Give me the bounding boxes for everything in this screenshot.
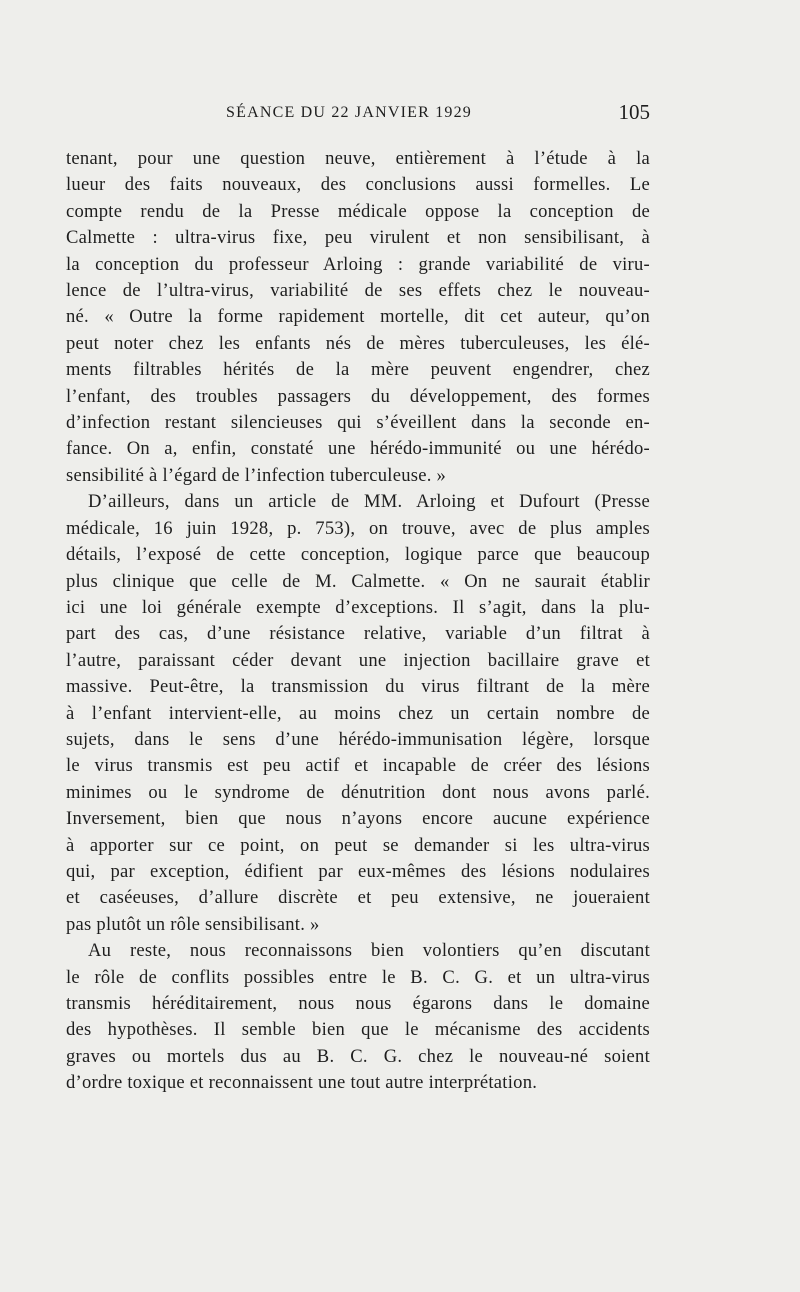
text-line: né. « Outre la forme rapidement mortelle, dit cet auteur, qu’on [66, 306, 650, 328]
text-line: l’enfant, des troubles passagers du développement, des formes [66, 385, 650, 407]
paragraph-1 [66, 146, 650, 489]
running-head: SÉANCE DU 22 JANVIER 1929 [226, 104, 472, 121]
text-line: peut noter chez les enfants nés de mères tuberculeuses, les élé- [66, 332, 650, 354]
text-line: compte rendu de la Presse médicale oppose la conception de [66, 200, 650, 222]
text-line: minimes ou le syndrome de dénutrition dont nous avons parlé. [66, 781, 650, 803]
text-line: Calmette : ultra-virus fixe, peu virulent et non sensibilisant, à [66, 227, 650, 249]
text-line: tenant, pour une question neuve, entièrement à l’étude à la [66, 148, 650, 169]
text-line: d’infection restant silencieuses qui s’éveillent dans la seconde en- [66, 412, 650, 434]
text-line: part des cas, d’une résistance relative, variable d’un filtrat à [66, 623, 650, 645]
text-line: ici une loi générale exempte d’exceptions. Il s’agit, dans la plu- [66, 596, 650, 618]
text-line: le virus transmis est peu actif et incapable de créer des lésions [66, 755, 650, 777]
text-line: plus clinique que celle de M. Calmette. « On ne saurait établir [66, 570, 650, 592]
text-line: à apporter sur ce point, on peut se demander si les ultra-virus [66, 834, 650, 856]
text-line: ments filtrables hérités de la mère peuvent engendrer, chez [66, 359, 650, 381]
text-line: D’ailleurs, dans un article de MM. Arloing et Dufourt (Presse [88, 491, 650, 513]
text-line: la conception du professeur Arloing : grande variabilité de viru- [66, 253, 650, 275]
text-line: et caséeuses, d’allure discrète et peu extensive, ne joueraient [66, 887, 650, 909]
text-line: lence de l’ultra-virus, variabilité de ses effets chez le nouveau- [66, 280, 650, 302]
paragraph-3 [66, 938, 650, 1096]
text-line: des hypothèses. Il semble bien que le mécanisme des accidents [66, 1019, 650, 1041]
paragraph-2 [66, 489, 650, 938]
text-line: graves ou mortels dus au B. C. G. chez le nouveau-né soient [66, 1045, 650, 1067]
text-line: médicale, 16 juin 1928, p. 753), on trouve, avec de plus amples [66, 517, 650, 539]
text-line: Au reste, nous reconnaissons bien volontiers qu’en discutant [88, 940, 650, 962]
text-line: sujets, dans le sens d’une hérédo-immunisation légère, lorsque [66, 728, 650, 750]
text-line: transmis héréditairement, nous nous égarons dans le domaine [66, 993, 650, 1014]
text-line: l’autre, paraissant céder devant une injection bacillaire grave et [66, 649, 650, 671]
text-line: qui, par exception, édifient par eux-mêmes des lésions nodulaires [66, 860, 650, 882]
text-line: fance. On a, enfin, constaté une hérédo-immunité ou une hérédo- [66, 438, 650, 460]
text-line: détails, l’exposé de cette conception, logique parce que beaucoup [66, 544, 650, 566]
text-line: Inversement, bien que nous n’ayons encore aucune expérience [66, 808, 650, 830]
body-text [66, 146, 650, 1097]
text-line: lueur des faits nouveaux, des conclusions aussi formelles. Le [66, 174, 650, 196]
text-line: d’ordre toxique et reconnaissent une tout autre interprétation. [66, 1072, 538, 1094]
text-line: à l’enfant intervient-elle, au moins chez un certain nombre de [66, 702, 650, 724]
page-number: 105 [618, 100, 650, 124]
text-line: sensibilité à l’égard de l’infection tuberculeuse. » [66, 464, 447, 486]
text-line: pas plutôt un rôle sensibilisant. » [66, 913, 320, 935]
text-line: le rôle de conflits possibles entre le B. C. G. et un ultra-virus [66, 966, 650, 988]
text-line: massive. Peut-être, la transmission du virus filtrant de la mère [66, 676, 650, 698]
page-header [66, 100, 650, 130]
